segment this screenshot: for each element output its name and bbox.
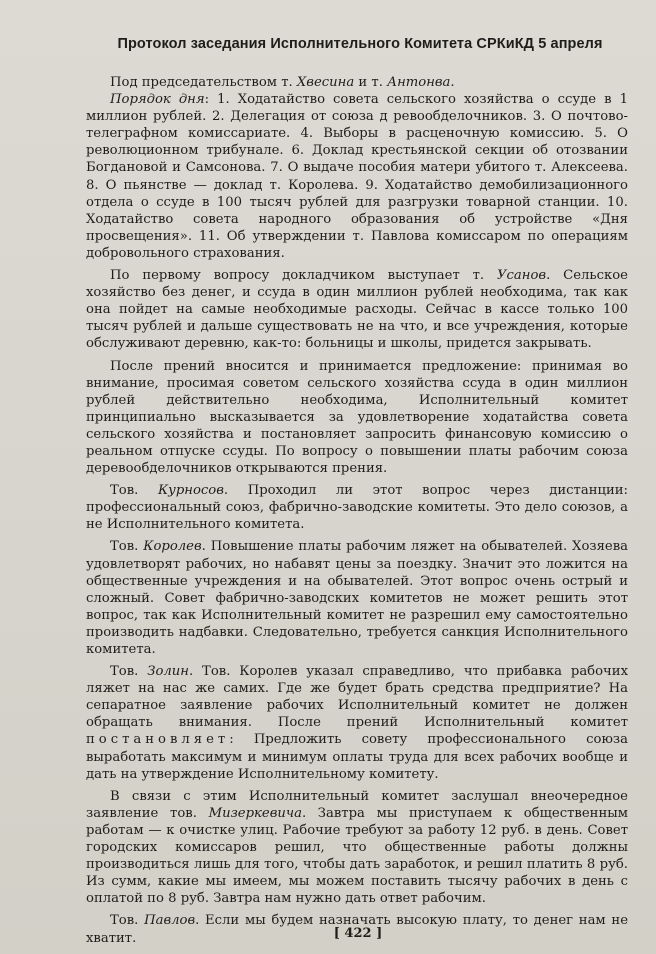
paragraph-chair xyxy=(86,74,628,91)
korolev-speaker: Королев xyxy=(143,539,202,555)
first-pre: По первому вопросу докладчиком выступает т. xyxy=(110,268,497,284)
zolin-decree: постановляет xyxy=(86,732,230,748)
paragraph-resolution xyxy=(86,358,628,478)
resolution-text: После прений вносится и принимается предложение: принимая во внимание, просимая советом сельского хозяйства ссуда в один миллион рублей действительно необходима, Исполнительный комитет принципиально высказывается за удовлетворение ходатайства совета сельского хозяйства и постановляет запросить финансовую комиссию о реальном отпуске ссуды. По вопросу о повышении платы рабочим союза деревообделочников открываются прения. xyxy=(86,358,628,477)
korolev-text: . Повышение платы рабочим ляжет на обывателей. Хозяева удовлетворят рабочих, но набавят цены за поездку. Значит это ложится на общественные учреждения и на обывателей. Этот вопрос очень острый и сложный. Совет фабрично-заводских комитетов не может решить этот вопрос, так как Исполнительный комитет не разрешил ему самостоятельно производить надбавки. Следовательно, требуется санкция Исполнительного комитета. xyxy=(86,539,628,657)
pavlov-speaker: Павлов xyxy=(144,913,196,929)
chair-prefix: Под председательством т. xyxy=(110,75,297,90)
paragraph-korolev xyxy=(86,538,628,658)
document-title: Протокол заседания Исполнительного Комитета СРКиКД 5 апреля xyxy=(117,36,603,52)
chair-name-2: Антонва xyxy=(387,75,451,90)
chair-mid: и т. xyxy=(354,75,388,90)
korolev-pre: Тов. xyxy=(110,539,144,555)
paragraph-agenda xyxy=(86,91,628,262)
agenda-text: : 1. Ходатайство совета сельского хозяйства о ссуде в 1 миллион рублей. 2. Делегация от союза д ревообделочников. 3. О почтово-телеграфном комиссариате. 4. Выборы в расценочную комиссию. 5. О революционном трибунале. 6. Доклад крестьянской секции об отозвании Богдановой и Самсонова. 7. О выдаче пособия матери убитого т. Алексеева. 8. О пьянстве — доклад т. Королева. 9. Ходатайство демобилизационного отдела о ссуде в 100 тысяч рублей для разгрузки товарной станции. 10. Ходатайство совета народного образования об устройстве «Дня просвещения». 11. Об утверждении т. Павлова комиссаром по операциям добровольного страхования. xyxy=(86,92,628,261)
paragraph-mizerkevich xyxy=(86,788,628,908)
chair-end: . xyxy=(450,75,455,90)
page-number: [ 422 ] xyxy=(333,926,383,941)
mizerkevich-text: . Завтра мы приступаем к общественным работам — к очистке улиц. Рабочие требуют за работу 12 руб. в день. Совет городских комиссаров решил, что общественные работы должны производиться лишь для того, чтобы дать заработок, и решил платить 8 руб. Из сумм, какие мы имеем, мы можем поставить тысячу рабочих в день с оплатой по 8 руб. Завтра нам нужно дать ответ рабочим. xyxy=(86,805,628,907)
agenda-label: Порядок дня xyxy=(110,92,205,108)
pavlov-pre: Тов. xyxy=(110,913,145,929)
zolin-pre: Тов. xyxy=(110,664,148,680)
zolin-text-2: : Предложить совету профессионального союза выработать максимум и минимум оплаты труда для всех рабочих вообще и дать на утверждение Исполнительному комитету. xyxy=(86,732,628,782)
mizerkevich-pre: В связи с этим Исполнительный комитет заслушал внеочередное заявление тов. xyxy=(86,788,628,821)
kurnosov-pre: Тов. xyxy=(110,483,158,499)
first-text: . Сельское хозяйство без денег, и ссуда в один миллион рублей необходима, так как она пойдет на самые необходимые расходы. Сейчас в кассе только 100 тысяч рублей и дальше существовать не на что, и все учреждения, которые обслуживают деревню, как-то: больницы и школы, придется закрывать. xyxy=(86,268,628,352)
paragraph-kurnosov xyxy=(86,482,628,533)
chair-name-1: Хвесина xyxy=(296,75,355,90)
mizerkevich-speaker: Мизеркевича xyxy=(208,805,302,821)
paragraph-first-question xyxy=(86,267,628,352)
paragraph-zolin xyxy=(86,663,628,783)
first-speaker: Усанов xyxy=(497,268,547,284)
pavlov-text: . Если мы будем назначать высокую плату, то денег нам не хватит. xyxy=(86,913,629,946)
zolin-speaker: Золин xyxy=(147,664,189,680)
kurnosov-speaker: Курносов xyxy=(157,483,224,499)
kurnosov-text: . Проходил ли этот вопрос через дистанции: профессиональный союз, фабрично-заводские комитеты. Это дело союзов, а не Исполнительного комитета. xyxy=(86,483,628,533)
zolin-text-1: . Тов. Королев указал справедливо, что прибавка рабочих ляжет на нас же самих. Где же будет брать средства предприятие? На сепаратное заявление рабочих Исполнительный комитет не должен обращать внимания. После прений Исполнительный комитет xyxy=(86,664,629,731)
